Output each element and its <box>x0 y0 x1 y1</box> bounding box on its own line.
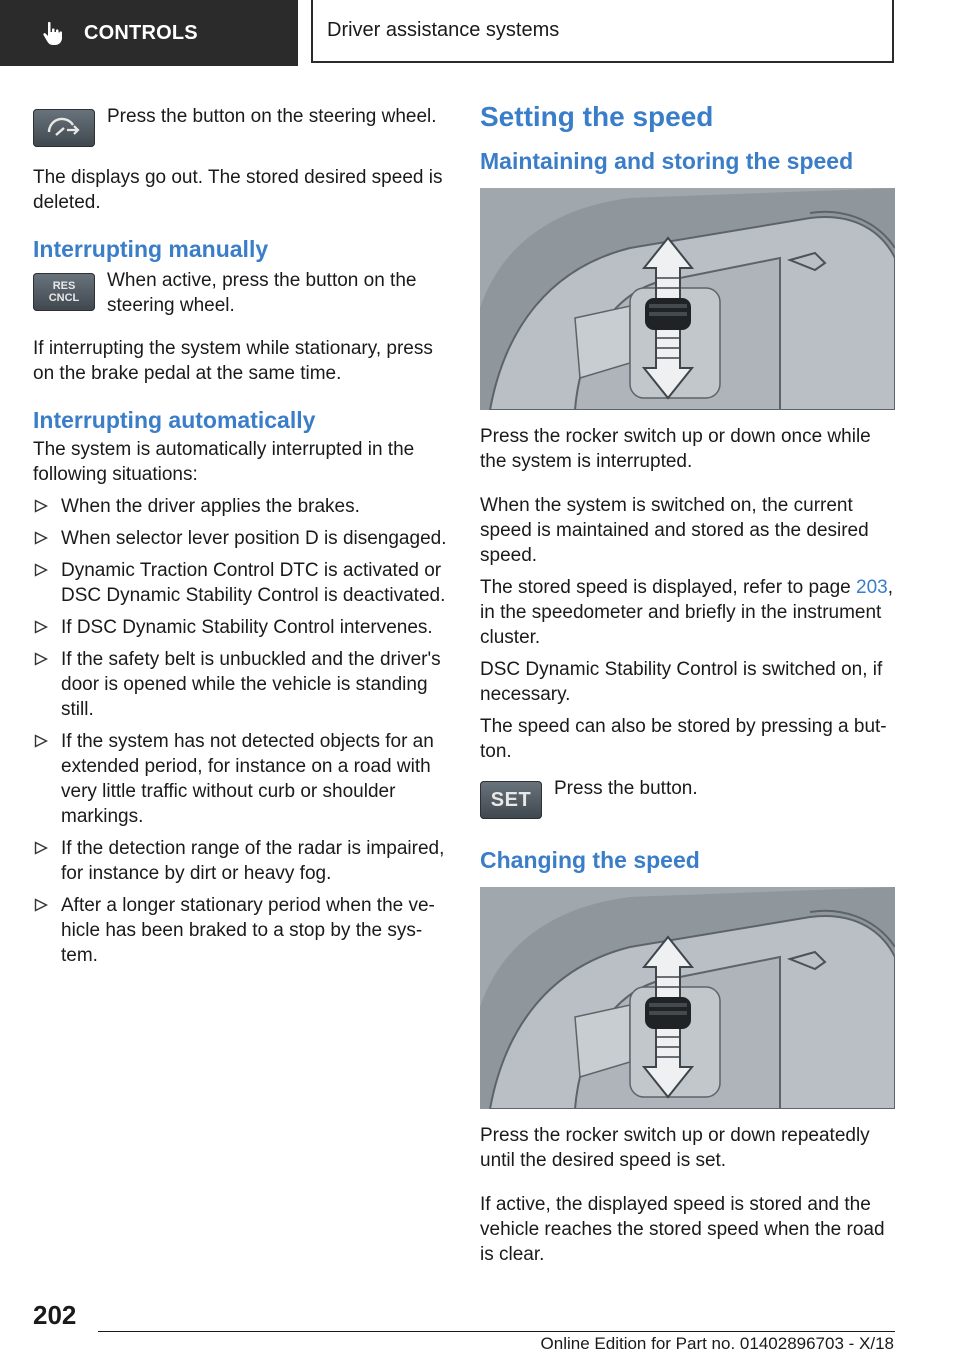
list-item <box>33 558 448 608</box>
list-item <box>33 729 448 829</box>
heading-maintaining-storing: Maintaining and storing the speed <box>480 148 854 174</box>
list-item <box>33 647 448 722</box>
triangle-bullet-icon <box>34 734 48 748</box>
chapter-title: Driver assistance systems <box>327 19 560 41</box>
steering-button-row <box>33 100 448 147</box>
displays-go-out-text: The displays go out. The stored desired speed is deleted. <box>33 167 443 213</box>
list-item <box>33 494 448 519</box>
left-column <box>33 100 448 975</box>
auto-interrupt-list <box>33 494 448 968</box>
set-button-row <box>480 772 895 819</box>
steering-wheel-rocker-drawing <box>480 188 895 410</box>
steering-speed-icon <box>44 116 84 140</box>
press-the-button-text: Press the button. <box>554 778 698 799</box>
if-active-text: If active, the displayed speed is stored and the vehicle reaches the stored speed when the road is clear. <box>480 1194 885 1265</box>
res-cncl-button-row <box>33 264 448 318</box>
list-item <box>33 836 448 886</box>
res-label: RES <box>52 280 76 292</box>
heading-changing-the-speed: Changing the speed <box>480 847 700 873</box>
cncl-label: CNCL <box>48 292 80 304</box>
auto-interrupt-intro: The system is automatically interrupted in the following situations: <box>33 439 415 485</box>
list-item-text: When the driver applies the brakes. <box>61 496 360 517</box>
list-item-text: If DSC Dynamic Stability Control intervenes. <box>61 617 433 638</box>
triangle-bullet-icon <box>34 531 48 545</box>
switched-on-text: When the system is switched on, the current speed is maintained and stored as the desired speed. <box>480 495 869 566</box>
hand-pointer-icon <box>40 20 66 46</box>
stored-speed-text-b: , in the speedometer and briefly in the instrument cluster. <box>480 577 893 648</box>
triangle-bullet-icon <box>34 499 48 513</box>
list-item <box>33 526 448 551</box>
triangle-bullet-icon <box>34 898 48 912</box>
list-item-text: After a longer stationary period when the ve‐hicle has been braked to a stop by the sys‐tem. <box>61 895 435 966</box>
list-item <box>33 615 448 640</box>
list-item-text: Dynamic Traction Control DTC is activated or DSC Dynamic Stability Control is deactivated. <box>61 560 446 606</box>
section-tab <box>0 0 298 66</box>
dsc-text: DSC Dynamic Stability Control is switched on, if necessary. <box>480 659 883 705</box>
rocker-switch-illustration-2 <box>480 887 895 1109</box>
stored-speed-text <box>480 575 895 650</box>
set-button-icon: SET <box>480 781 542 819</box>
press-button-text: Press the button on the steering wheel. <box>107 106 437 127</box>
footer-divider <box>98 1331 895 1332</box>
steering-wheel-rocker-drawing-2 <box>480 887 895 1109</box>
list-item-text: When selector lever position D is disengaged. <box>61 528 447 549</box>
store-by-button-text: The speed can also be stored by pressing a but‐ton. <box>480 716 887 762</box>
heading-interrupting-manually: Interrupting manually <box>33 236 269 262</box>
page-number: 202 <box>33 1300 77 1330</box>
heading-interrupting-automatically: Interrupting automatically <box>33 407 316 433</box>
stationary-interrupt-text: If interrupting the system while stationary, press on the brake pedal at the same time. <box>33 338 433 384</box>
rocker-switch-illustration <box>480 188 895 410</box>
res-cncl-button-icon <box>33 273 95 311</box>
cruise-control-button-icon <box>33 109 95 147</box>
chapter-title-box <box>311 0 894 63</box>
rocker-repeat-text: Press the rocker switch up or down repeatedly until the desired speed is set. <box>480 1125 870 1171</box>
stored-speed-text-a: The stored speed is displayed, refer to page <box>480 577 857 598</box>
list-item <box>33 893 448 968</box>
list-item-text: If the safety belt is unbuckled and the driver's door is opened while the vehicle is standing still. <box>61 649 441 720</box>
heading-setting-the-speed: Setting the speed <box>480 101 714 132</box>
list-item-text: If the system has not detected objects for an extended period, for instance on a road with very little traffic without curb or shoulder markings. <box>61 731 434 827</box>
rocker-once-text: Press the rocker switch up or down once while the system is interrupted. <box>480 426 871 472</box>
triangle-bullet-icon <box>34 563 48 577</box>
triangle-bullet-icon <box>34 841 48 855</box>
page-link-203[interactable]: 203 <box>856 577 888 598</box>
list-item-text: If the detection range of the radar is impaired, for instance by dirt or heavy fog. <box>61 838 445 884</box>
footer-edition: Online Edition for Part no. 01402896703 - X/18 <box>540 1334 894 1353</box>
manual-interrupt-text: When active, press the button on the steering wheel. <box>107 270 417 316</box>
triangle-bullet-icon <box>34 620 48 634</box>
right-column <box>480 100 895 1286</box>
section-label: CONTROLS <box>84 21 198 44</box>
triangle-bullet-icon <box>34 652 48 666</box>
